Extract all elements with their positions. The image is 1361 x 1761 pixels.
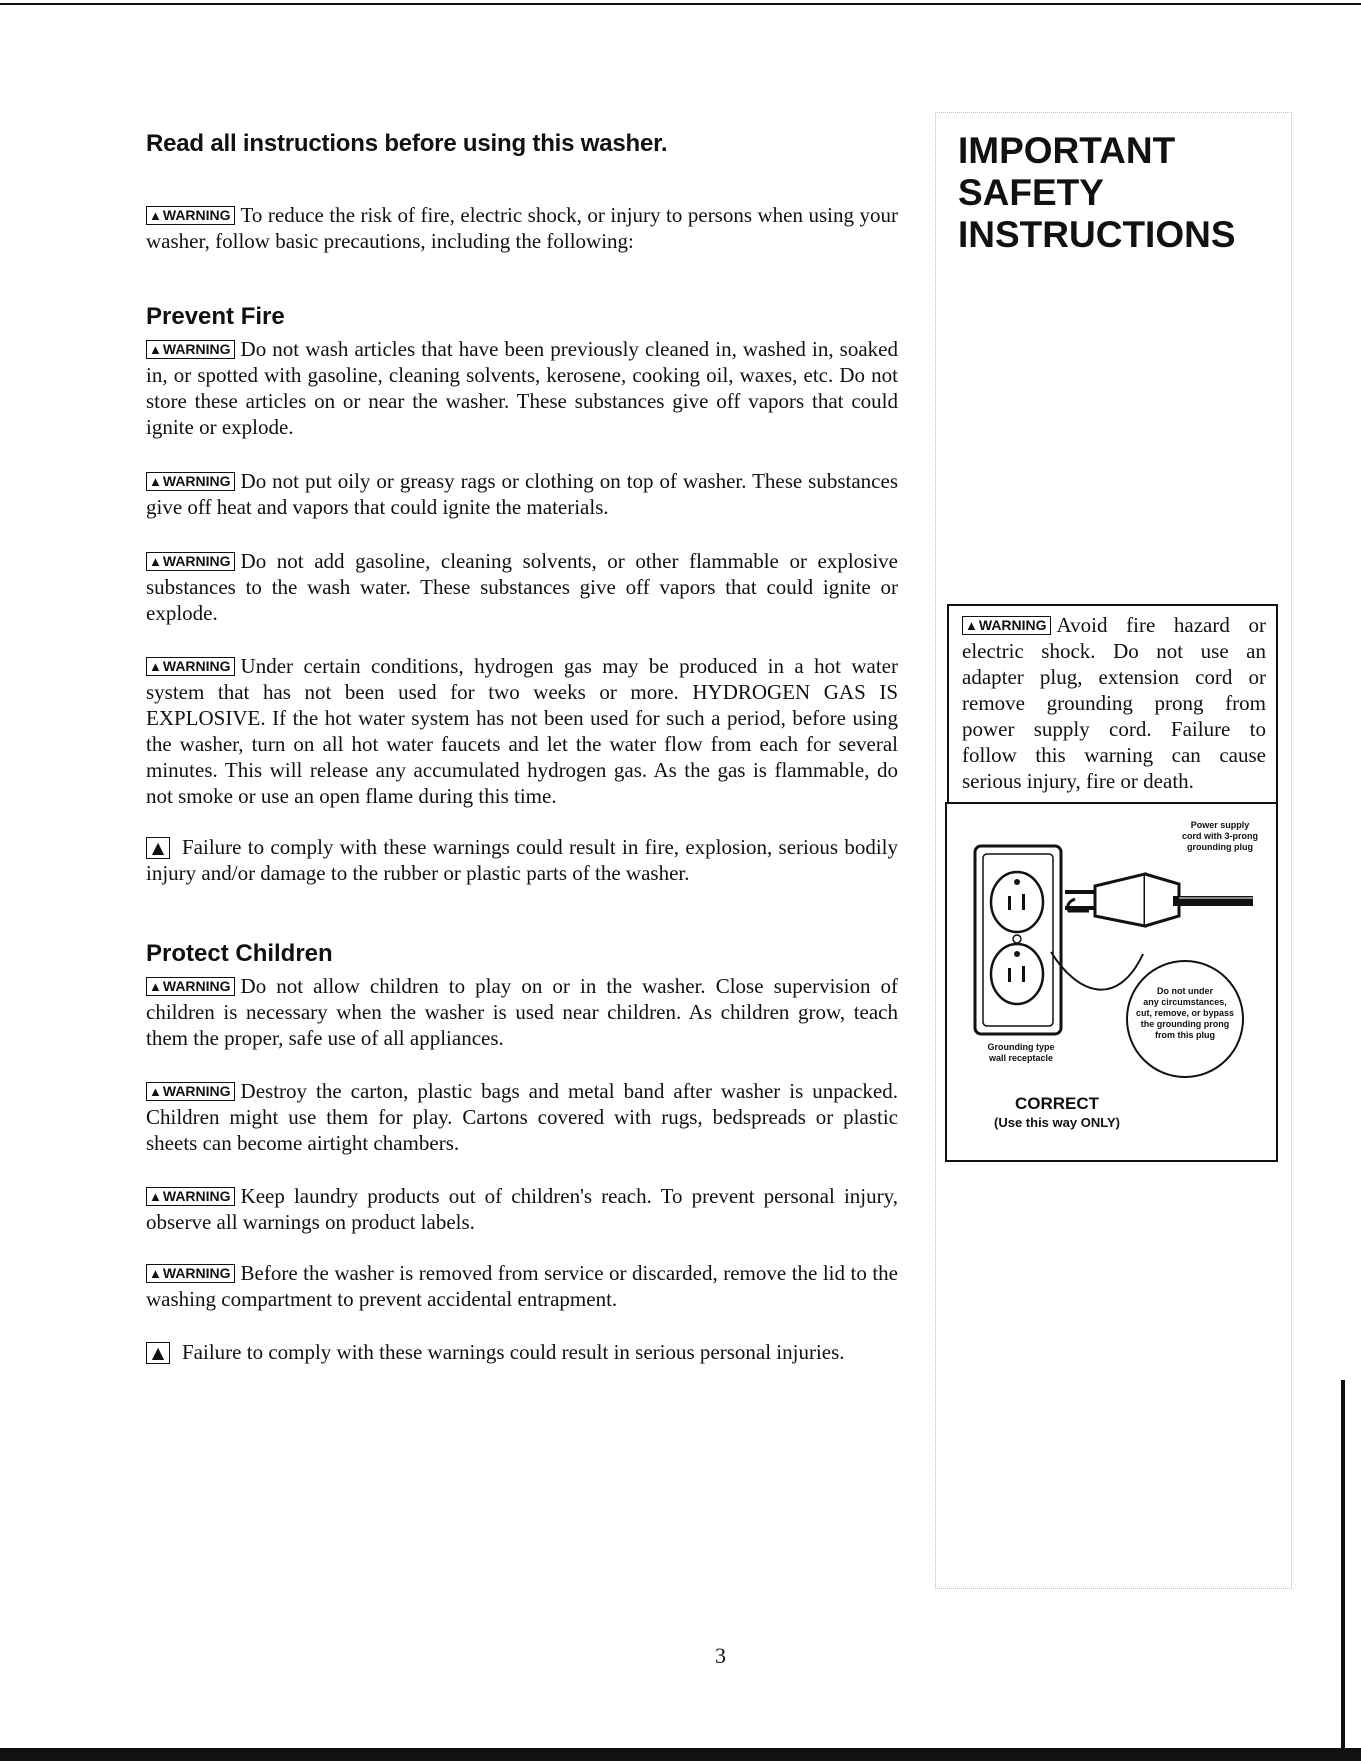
children-warning-3: ▲ WARNING Keep laundry products out of children's reach. To prevent personal injury, observe all warnings on product labels.	[146, 1184, 898, 1234]
cord-label: Power supply cord with 3-prong grounding plug	[1182, 820, 1258, 852]
children-warning-2: ▲ WARNING Destroy the carton, plastic bags and metal band after washer is unpacked. Children might use them for play. Cartons covered with rugs, bedspreads or plastic sheets can become airtight chambers.	[146, 1079, 898, 1155]
correct-label: CORRECT	[1014, 1094, 1100, 1113]
intro-warning	[146, 202, 898, 254]
sidebar-title: IMPORTANT SAFETY INSTRUCTIONS	[958, 130, 1236, 255]
warning-triangle-icon: ▲	[149, 208, 162, 223]
receptacle-label: Grounding type wall receptacle	[987, 1042, 1055, 1063]
fire-failure-notice: ▲ Failure to comply with these warnings could result in fire, explosion, serious bodily injury and/or damage to the rubber or plastic parts of the washer.	[146, 835, 898, 885]
fire-warning-3: ▲ WARNING Do not add gasoline, cleaning solvents, or other flammable or explosive substances to the wash water. These substances give off vapors that could ignite or explode.	[146, 549, 898, 625]
prevent-fire-section	[146, 302, 898, 332]
warning-triangle-icon: ▲	[149, 474, 162, 489]
warning-badge: ▲ WARNING	[146, 1264, 235, 1283]
warning-badge: ▲ WARNING	[962, 616, 1051, 635]
fire-warning-1: ▲ WARNING Do not wash articles that have been previously cleaned in, washed in, soaked in, or spotted with gasoline, cleaning solvents, kerosene, cooking oil, waxes, etc. Do not store these articles on or near the washer. These substances give off vapors that could ignite or explode.	[146, 337, 898, 439]
warning-badge: ▲ WARNING	[146, 977, 235, 996]
grounding-warning-box: ▲ WARNING Avoid fire hazard or electric shock. Do not use an adapter plug, extension cord or remove grounding prong from power supply cord. Failure to follow this warning can cause serious injury, fire or death.	[947, 604, 1278, 804]
top-rule	[0, 3, 1361, 5]
alert-triangle-icon: ▲	[146, 1342, 170, 1364]
plug-prong	[1065, 890, 1095, 894]
warning-badge: ▲ WARNING	[146, 552, 235, 571]
warning-badge: ▲ WARNING	[146, 206, 235, 225]
right-edge-rule	[1341, 1380, 1345, 1761]
warning-triangle-icon: ▲	[149, 554, 162, 569]
callout-text: Do not under any circumstances, cut, remove, or bypass the grounding prong from this plug	[1135, 986, 1235, 1040]
warning-badge: ▲ WARNING	[146, 472, 235, 491]
correct-note: (Use this way ONLY)	[994, 1115, 1120, 1130]
warning-badge: ▲ WARNING	[146, 340, 235, 359]
children-warning-1: ▲ WARNING Do not allow children to play on or in the washer. Close supervision of children is necessary when the washer is used near children. As children grow, teach them the proper, safe use of all appliances.	[146, 974, 898, 1050]
warning-triangle-icon: ▲	[149, 1189, 162, 1204]
warning-triangle-icon: ▲	[965, 618, 978, 633]
protect-children-section	[146, 939, 898, 969]
intro-text: To reduce the risk of fire, electric shock, or injury to persons when using your washer, follow basic precautions, including the following:	[146, 203, 898, 253]
protect-children-title: Protect Children	[146, 940, 333, 967]
fire-warning-4: ▲ WARNING Under certain conditions, hydrogen gas may be produced in a hot water system that has not been used for two weeks or more. HYDROGEN GAS IS EXPLOSIVE. If the hot water system has not been used for such a period, before using the washer, turn on all hot water faucets and let the water flow from each for several minutes. This will release any accumulated hydrogen gas. As the gas is flammable, do not smoke or use an open flame during this time.	[146, 654, 898, 808]
alert-triangle-icon: ▲	[146, 837, 170, 859]
plug-body	[1095, 874, 1145, 926]
warning-triangle-icon: ▲	[149, 1266, 162, 1281]
warning-triangle-icon: ▲	[149, 1084, 162, 1099]
warning-triangle-icon: ▲	[149, 342, 162, 357]
grounding-plug-figure	[945, 802, 1278, 1162]
warning-triangle-icon: ▲	[149, 659, 162, 674]
warning-triangle-icon: ▲	[149, 979, 162, 994]
page-number: 3	[715, 1643, 726, 1668]
main-column	[146, 130, 898, 1364]
children-warning-4: ▲ WARNING Before the washer is removed from service or discarded, remove the lid to the washing compartment to prevent accidental entrapment.	[146, 1261, 898, 1311]
bottom-rule	[0, 1748, 1361, 1761]
page-heading: Read all instructions before using this washer.	[146, 130, 668, 157]
warning-badge: ▲ WARNING	[146, 1082, 235, 1101]
prevent-fire-title: Prevent Fire	[146, 303, 285, 330]
warning-badge: ▲ WARNING	[146, 657, 235, 676]
fire-warning-2: ▲ WARNING Do not put oily or greasy rags or clothing on top of washer. These substances give off heat and vapors that could ignite the materials.	[146, 469, 898, 519]
children-failure-notice: ▲ Failure to comply with these warnings could result in serious personal injuries.	[146, 1339, 898, 1365]
warning-badge: ▲ WARNING	[146, 1187, 235, 1206]
